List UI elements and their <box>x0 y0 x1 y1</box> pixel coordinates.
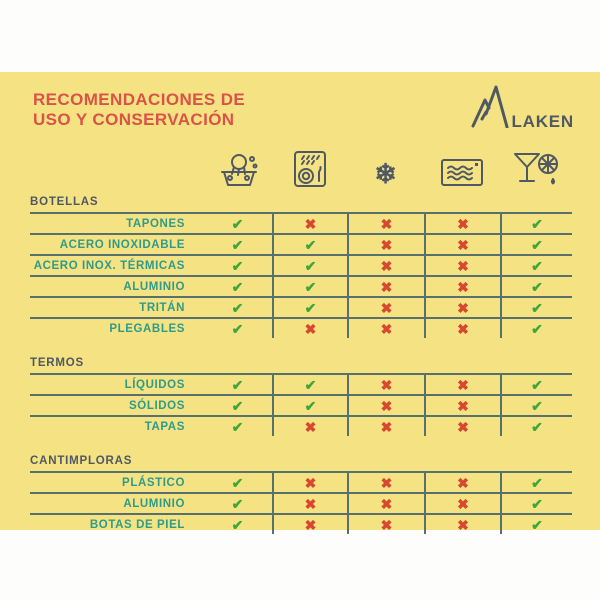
check-mark-icon: ✔ <box>231 215 244 232</box>
row-label: ACERO INOX. TÉRMICAS <box>33 259 185 272</box>
drinks-icon <box>500 150 572 188</box>
row-label: TAPAS <box>144 420 185 433</box>
check-mark-icon: ✔ <box>231 397 244 414</box>
section-rows <box>30 471 572 534</box>
table-row <box>30 513 572 534</box>
check-mark-icon: ✔ <box>500 319 572 338</box>
check-mark-icon: ✔ <box>231 278 244 295</box>
table-row <box>30 394 572 415</box>
section-botellas <box>30 196 572 338</box>
cross-mark-icon: ✖ <box>424 396 500 415</box>
check-mark-icon: ✔ <box>231 516 244 533</box>
check-mark-icon: ✔ <box>500 417 572 436</box>
column-icons-row <box>30 148 572 193</box>
cross-mark-icon: ✖ <box>347 473 424 492</box>
section-termos <box>30 357 572 436</box>
check-mark-icon: ✔ <box>500 235 572 254</box>
check-mark-icon: ✔ <box>231 474 244 491</box>
check-mark-icon: ✔ <box>231 299 244 316</box>
cross-mark-icon: ✖ <box>424 235 500 254</box>
section-title: BOTELLAS <box>30 196 99 208</box>
cross-mark-icon: ✖ <box>424 473 500 492</box>
yellow-card <box>0 72 600 533</box>
check-mark-icon: ✔ <box>500 473 572 492</box>
table-row <box>30 317 572 338</box>
cross-mark-icon: ✖ <box>424 256 500 275</box>
cross-mark-icon: ✖ <box>424 375 500 394</box>
cross-mark-icon: ✖ <box>347 256 424 275</box>
cross-mark-icon: ✖ <box>347 515 424 534</box>
row-label: ALUMINIO <box>123 280 185 293</box>
cross-mark-icon: ✖ <box>272 417 347 436</box>
laken-logo <box>470 84 574 133</box>
cross-mark-icon: ✖ <box>347 319 424 338</box>
table-row <box>30 254 572 275</box>
cross-mark-icon: ✖ <box>347 214 424 233</box>
table-row <box>30 492 572 513</box>
row-label: PLEGABLES <box>109 322 185 335</box>
mountain-icon <box>470 84 510 133</box>
page-title-line1: RECOMENDACIONES DE <box>33 90 246 109</box>
table-row <box>30 296 572 317</box>
cross-mark-icon: ✖ <box>347 375 424 394</box>
check-mark-icon: ✔ <box>231 495 244 512</box>
check-mark-icon: ✔ <box>500 515 572 534</box>
cross-mark-icon: ✖ <box>424 277 500 296</box>
check-mark-icon: ✔ <box>231 236 244 253</box>
laken-logo-text: LAKEN <box>511 112 574 131</box>
cross-mark-icon: ✖ <box>424 298 500 317</box>
table-row <box>30 471 572 492</box>
row-label: SÓLIDOS <box>129 399 185 412</box>
row-label: TRITÁN <box>139 301 185 314</box>
table-row <box>30 373 572 394</box>
cross-mark-icon: ✖ <box>272 473 347 492</box>
check-mark-icon: ✔ <box>500 375 572 394</box>
section-cantimploras <box>30 455 572 534</box>
snowflake-icon: ❄ <box>374 159 397 189</box>
check-mark-icon: ✔ <box>500 298 572 317</box>
check-mark-icon: ✔ <box>231 257 244 274</box>
section-rows <box>30 212 572 338</box>
row-label: ACERO INOXIDABLE <box>59 238 185 251</box>
check-mark-icon: ✔ <box>272 256 347 275</box>
check-mark-icon: ✔ <box>231 418 244 435</box>
check-mark-icon: ✔ <box>500 277 572 296</box>
cross-mark-icon: ✖ <box>347 494 424 513</box>
check-mark-icon: ✔ <box>500 494 572 513</box>
page-title-line2: USO Y CONSERVACIÓN <box>33 110 235 130</box>
check-mark-icon: ✔ <box>272 396 347 415</box>
check-mark-icon: ✔ <box>231 376 244 393</box>
section-rows <box>30 373 572 436</box>
check-mark-icon: ✔ <box>500 256 572 275</box>
table-row <box>30 275 572 296</box>
cross-mark-icon: ✖ <box>347 396 424 415</box>
check-mark-icon: ✔ <box>272 298 347 317</box>
check-mark-icon: ✔ <box>272 235 347 254</box>
cross-mark-icon: ✖ <box>424 319 500 338</box>
cross-mark-icon: ✖ <box>424 494 500 513</box>
section-title: TERMOS <box>30 357 84 369</box>
row-label: TAPONES <box>126 217 185 230</box>
dishwasher-icon <box>272 150 347 188</box>
check-mark-icon: ✔ <box>272 375 347 394</box>
row-label: PLÁSTICO <box>122 476 185 489</box>
cross-mark-icon: ✖ <box>424 417 500 436</box>
cross-mark-icon: ✖ <box>272 214 347 233</box>
row-label: LÍQUIDOS <box>124 378 185 391</box>
cross-mark-icon: ✖ <box>424 214 500 233</box>
check-mark-icon: ✔ <box>272 277 347 296</box>
cross-mark-icon: ✖ <box>347 235 424 254</box>
cross-mark-icon: ✖ <box>272 494 347 513</box>
cross-mark-icon: ✖ <box>272 319 347 338</box>
cross-mark-icon: ✖ <box>347 417 424 436</box>
check-mark-icon: ✔ <box>500 214 572 233</box>
page-title <box>33 90 245 130</box>
cross-mark-icon: ✖ <box>424 515 500 534</box>
cross-mark-icon: ✖ <box>272 515 347 534</box>
table-row <box>30 233 572 254</box>
microwave-icon <box>424 156 500 188</box>
recommendations-table <box>30 148 572 534</box>
cross-mark-icon: ✖ <box>347 277 424 296</box>
check-mark-icon: ✔ <box>500 396 572 415</box>
row-label: ALUMINIO <box>123 497 185 510</box>
hand-wash-icon <box>203 150 272 188</box>
cross-mark-icon: ✖ <box>347 298 424 317</box>
table-row <box>30 415 572 436</box>
check-mark-icon: ✔ <box>231 320 244 337</box>
row-label: BOTAS DE PIEL <box>89 518 185 531</box>
section-title: CANTIMPLORAS <box>30 455 133 467</box>
table-row <box>30 212 572 233</box>
